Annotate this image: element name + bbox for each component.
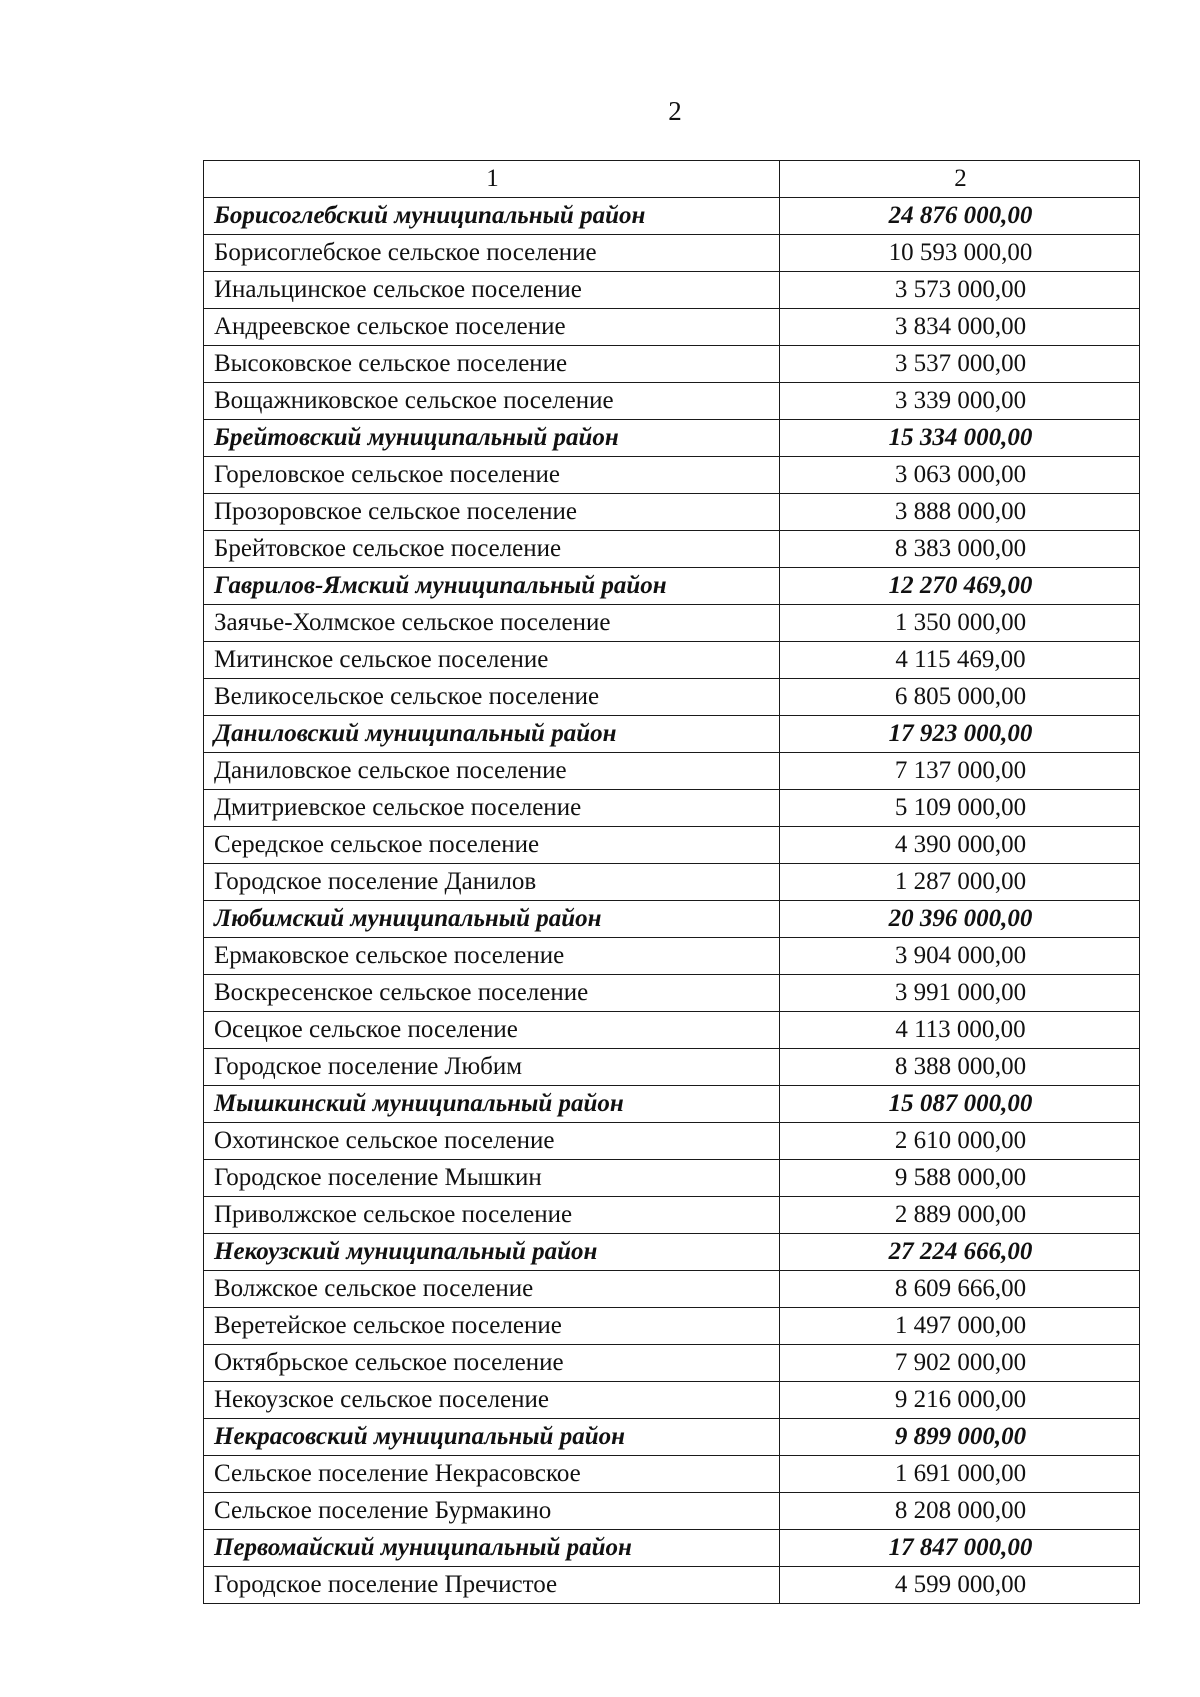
settlement-amount-cell: 6 805 000,00 — [780, 679, 1140, 716]
settlement-row — [204, 457, 1140, 494]
settlement-name-cell: Ермаковское сельское поселение — [204, 938, 780, 975]
settlement-name-cell: Веретейское сельское поселение — [204, 1308, 780, 1345]
settlement-name-cell: Андреевское сельское поселение — [204, 309, 780, 346]
district-amount-cell: 12 270 469,00 — [780, 568, 1140, 605]
district-name-cell: Борисоглебский муниципальный район — [204, 198, 780, 235]
table-header-row — [204, 161, 1140, 198]
settlement-row — [204, 272, 1140, 309]
settlement-amount-cell: 7 902 000,00 — [780, 1345, 1140, 1382]
allocation-table — [203, 160, 1140, 1604]
district-row — [204, 716, 1140, 753]
settlement-amount-cell: 3 537 000,00 — [780, 346, 1140, 383]
settlement-row — [204, 1197, 1140, 1234]
settlement-name-cell: Волжское сельское поселение — [204, 1271, 780, 1308]
district-amount-cell: 15 334 000,00 — [780, 420, 1140, 457]
settlement-row — [204, 1049, 1140, 1086]
settlement-row — [204, 346, 1140, 383]
settlement-amount-cell: 1 691 000,00 — [780, 1456, 1140, 1493]
column-header-name: 1 — [204, 161, 780, 198]
settlement-name-cell: Сельское поселение Некрасовское — [204, 1456, 780, 1493]
settlement-amount-cell: 5 109 000,00 — [780, 790, 1140, 827]
settlement-name-cell: Городское поселение Мышкин — [204, 1160, 780, 1197]
district-name-cell: Любимский муниципальный район — [204, 901, 780, 938]
district-name-cell: Первомайский муниципальный район — [204, 1530, 780, 1567]
district-amount-cell: 17 847 000,00 — [780, 1530, 1140, 1567]
settlement-row — [204, 1308, 1140, 1345]
settlement-name-cell: Прозоровское сельское поселение — [204, 494, 780, 531]
settlement-name-cell: Городское поселение Данилов — [204, 864, 780, 901]
district-name-cell: Мышкинский муниципальный район — [204, 1086, 780, 1123]
settlement-row — [204, 1493, 1140, 1530]
settlement-row — [204, 531, 1140, 568]
district-amount-cell: 15 087 000,00 — [780, 1086, 1140, 1123]
district-row — [204, 568, 1140, 605]
settlement-row — [204, 1123, 1140, 1160]
district-amount-cell: 20 396 000,00 — [780, 901, 1140, 938]
district-name-cell: Некоузский муниципальный район — [204, 1234, 780, 1271]
settlement-name-cell: Городское поселение Любим — [204, 1049, 780, 1086]
settlement-amount-cell: 7 137 000,00 — [780, 753, 1140, 790]
settlement-amount-cell: 8 388 000,00 — [780, 1049, 1140, 1086]
settlement-row — [204, 864, 1140, 901]
settlement-name-cell: Вощажниковское сельское поселение — [204, 383, 780, 420]
settlement-amount-cell: 3 834 000,00 — [780, 309, 1140, 346]
settlement-amount-cell: 3 991 000,00 — [780, 975, 1140, 1012]
settlement-row — [204, 383, 1140, 420]
settlement-name-cell: Городское поселение Пречистое — [204, 1567, 780, 1604]
settlement-row — [204, 642, 1140, 679]
settlement-row — [204, 1382, 1140, 1419]
district-amount-cell: 27 224 666,00 — [780, 1234, 1140, 1271]
district-name-cell: Некрасовский муниципальный район — [204, 1419, 780, 1456]
settlement-name-cell: Приволжское сельское поселение — [204, 1197, 780, 1234]
settlement-amount-cell: 1 287 000,00 — [780, 864, 1140, 901]
settlement-amount-cell: 4 115 469,00 — [780, 642, 1140, 679]
district-row — [204, 901, 1140, 938]
settlement-amount-cell: 4 113 000,00 — [780, 1012, 1140, 1049]
settlement-row — [204, 1345, 1140, 1382]
settlement-row — [204, 753, 1140, 790]
settlement-row — [204, 1567, 1140, 1604]
settlement-name-cell: Дмитриевское сельское поселение — [204, 790, 780, 827]
settlement-row — [204, 1271, 1140, 1308]
settlement-row — [204, 975, 1140, 1012]
district-amount-cell: 17 923 000,00 — [780, 716, 1140, 753]
settlement-name-cell: Сельское поселение Бурмакино — [204, 1493, 780, 1530]
settlement-amount-cell: 3 904 000,00 — [780, 938, 1140, 975]
district-amount-cell: 24 876 000,00 — [780, 198, 1140, 235]
settlement-row — [204, 494, 1140, 531]
settlement-amount-cell: 2 610 000,00 — [780, 1123, 1140, 1160]
district-row — [204, 1530, 1140, 1567]
settlement-amount-cell: 9 216 000,00 — [780, 1382, 1140, 1419]
settlement-name-cell: Осецкое сельское поселение — [204, 1012, 780, 1049]
settlement-row — [204, 790, 1140, 827]
district-row — [204, 420, 1140, 457]
settlement-name-cell: Некоузское сельское поселение — [204, 1382, 780, 1419]
settlement-amount-cell: 3 063 000,00 — [780, 457, 1140, 494]
district-name-cell: Брейтовский муниципальный район — [204, 420, 780, 457]
settlement-row — [204, 1160, 1140, 1197]
settlement-row — [204, 827, 1140, 864]
settlement-row — [204, 938, 1140, 975]
allocation-table-container — [203, 160, 1139, 1604]
settlement-amount-cell: 2 889 000,00 — [780, 1197, 1140, 1234]
settlement-name-cell: Даниловское сельское поселение — [204, 753, 780, 790]
settlement-name-cell: Охотинское сельское поселение — [204, 1123, 780, 1160]
settlement-name-cell: Гореловское сельское поселение — [204, 457, 780, 494]
settlement-amount-cell: 4 390 000,00 — [780, 827, 1140, 864]
settlement-name-cell: Октябрьское сельское поселение — [204, 1345, 780, 1382]
settlement-amount-cell: 3 888 000,00 — [780, 494, 1140, 531]
settlement-name-cell: Середское сельское поселение — [204, 827, 780, 864]
settlement-amount-cell: 8 208 000,00 — [780, 1493, 1140, 1530]
settlement-amount-cell: 8 383 000,00 — [780, 531, 1140, 568]
settlement-amount-cell: 8 609 666,00 — [780, 1271, 1140, 1308]
settlement-name-cell: Брейтовское сельское поселение — [204, 531, 780, 568]
settlement-row — [204, 605, 1140, 642]
table-body — [204, 198, 1140, 1604]
settlement-name-cell: Высоковское сельское поселение — [204, 346, 780, 383]
settlement-row — [204, 1456, 1140, 1493]
settlement-row — [204, 1012, 1140, 1049]
district-amount-cell: 9 899 000,00 — [780, 1419, 1140, 1456]
settlement-amount-cell: 10 593 000,00 — [780, 235, 1140, 272]
settlement-amount-cell: 1 497 000,00 — [780, 1308, 1140, 1345]
settlement-amount-cell: 9 588 000,00 — [780, 1160, 1140, 1197]
settlement-name-cell: Великосельское сельское поселение — [204, 679, 780, 716]
settlement-name-cell: Инальцинское сельское поселение — [204, 272, 780, 309]
district-row — [204, 1234, 1140, 1271]
settlement-amount-cell: 1 350 000,00 — [780, 605, 1140, 642]
settlement-name-cell: Воскресенское сельское поселение — [204, 975, 780, 1012]
district-row — [204, 1419, 1140, 1456]
settlement-amount-cell: 3 573 000,00 — [780, 272, 1140, 309]
district-row — [204, 1086, 1140, 1123]
column-header-amount: 2 — [780, 161, 1140, 198]
settlement-row — [204, 309, 1140, 346]
district-name-cell: Гаврилов-Ямский муниципальный район — [204, 568, 780, 605]
settlement-amount-cell: 3 339 000,00 — [780, 383, 1140, 420]
settlement-name-cell: Заячье-Холмское сельское поселение — [204, 605, 780, 642]
settlement-amount-cell: 4 599 000,00 — [780, 1567, 1140, 1604]
settlement-row — [204, 679, 1140, 716]
settlement-row — [204, 235, 1140, 272]
district-row — [204, 198, 1140, 235]
settlement-name-cell: Митинское сельское поселение — [204, 642, 780, 679]
page-number: 2 — [668, 96, 682, 126]
district-name-cell: Даниловский муниципальный район — [204, 716, 780, 753]
settlement-name-cell: Борисоглебское сельское поселение — [204, 235, 780, 272]
